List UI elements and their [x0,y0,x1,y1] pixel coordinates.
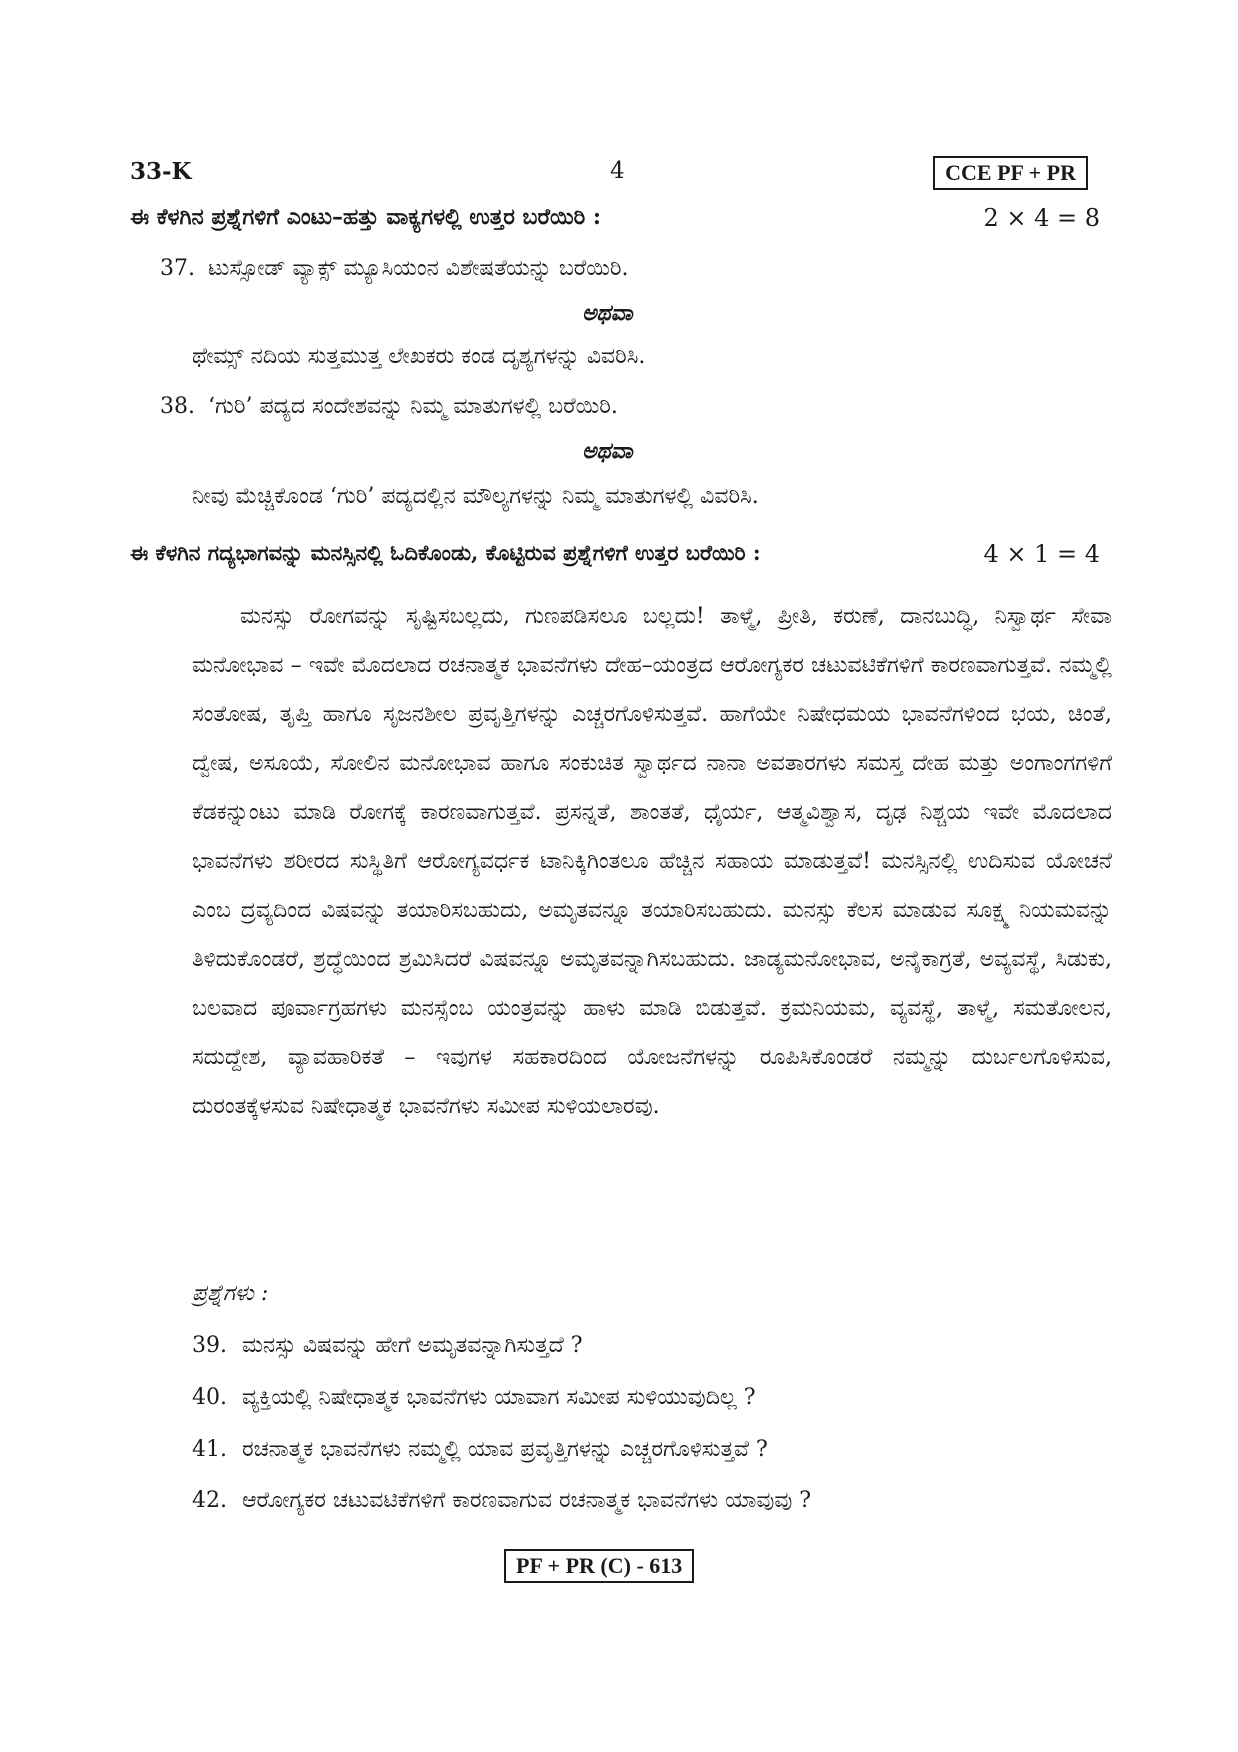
question-number: 42. [192,1488,227,1513]
section1-instruction: ಈ ಕೆಳಗಿನ ಪ್ರಶ್ನೆಗಳಿಗೆ ಎಂಟು–ಹತ್ತು ವಾಕ್ಯಗಳಲ್ಲಿ ಉತ್ತರ ಬರೆಯಿರಿ : [130,204,601,230]
comprehension-passage: ಮನಸ್ಸು ರೋಗವನ್ನು ಸೃಷ್ಟಿಸಬಲ್ಲದು, ಗುಣಪಡಿಸಲೂ ಬಲ್ಲದು! ತಾಳ್ಮೆ, ಪ್ರೀತಿ, ಕರುಣೆ, ದಾನಬುದ್ಧಿ, ನಿಸ್ವಾರ್ಥ ಸೇವಾ ಮನೋಭಾವ – ಇವೇ ಮೊದಲಾದ ರಚನಾತ್ಮಕ ಭಾವನೆಗಳು ದೇಹ–ಯಂತ್ರದ ಆರೋಗ್ಯಕರ ಚಟುವಟಿಕೆಗಳಿಗೆ ಕಾರಣವಾಗುತ್ತವೆ. ನಮ್ಮಲ್ಲಿ ಸಂತೋಷ, ತೃಪ್ತಿ ಹಾಗೂ ಸೃಜನಶೀಲ ಪ್ರವೃತ್ತಿಗಳನ್ನು ಎಚ್ಚರಗೊಳಿಸುತ್ತವೆ. ಹಾಗೆಯೇ ನಿಷೇಧಮಯ ಭಾವನೆಗಳಿಂದ ಭಯ, ಚಿಂತೆ, ದ್ವೇಷ, ಅಸೂಯೆ, ಸೋಲಿನ ಮನೋಭಾವ ಹಾಗೂ ಸಂಕುಚಿತ ಸ್ವಾರ್ಥದ ನಾನಾ ಅವತಾರಗಳು ಸಮಸ್ತ ದೇಹ ಮತ್ತು ಅಂಗಾಂಗಗಳಿಗೆ ಕೆಡಕನ್ನುಂಟು ಮಾಡಿ ರೋಗಕ್ಕೆ ಕಾರಣವಾಗುತ್ತವೆ. ಪ್ರಸನ್ನತೆ, ಶಾಂತತೆ, ಧೈರ್ಯ, ಆತ್ಮವಿಶ್ವಾಸ, ದೃಢ ನಿಶ್ಚಯ ಇವೇ ಮೊದಲಾದ ಭಾವನೆಗಳು ಶರೀರದ ಸುಸ್ಥಿತಿಗೆ ಆರೋಗ್ಯವರ್ಧಕ ಟಾನಿಕ್ಕಿಗಿಂತಲೂ ಹೆಚ್ಚಿನ ಸಹಾಯ ಮಾಡುತ್ತವೆ! ಮನಸ್ಸಿನಲ್ಲಿ ಉದಿಸುವ ಯೋಚನೆ ಎಂಬ ದ್ರವ್ಯದಿಂದ ವಿಷವನ್ನು ತಯಾರಿಸಬಹುದು, ಅಮೃತವನ್ನೂ ತಯಾರಿಸಬಹುದು. ಮನಸ್ಸು ಕೆಲಸ ಮಾಡುವ ಸೂಕ್ಷ್ಮ ನಿಯಮವನ್ನು ತಿಳಿದುಕೊಂಡರೆ, ಶ್ರದ್ಧೆಯಿಂದ ಶ್ರಮಿಸಿದರೆ ವಿಷವನ್ನೂ ಅಮೃತವನ್ನಾಗಿಸಬಹುದು. ಜಾಡ್ಯಮನೋಭಾವ, ಅನೈಕಾಗ್ರತೆ, ಅವ್ಯವಸ್ಥೆ, ಸಿಡುಕು, ಬಲವಾದ ಪೂರ್ವಾಗ್ರಹಗಳು ಮನಸ್ಸೆಂಬ ಯಂತ್ರವನ್ನು ಹಾಳು ಮಾಡಿ ಬಿಡುತ್ತವೆ. ಕ್ರಮನಿಯಮ, ವ್ಯವಸ್ಥೆ, ತಾಳ್ಮೆ, ಸಮತೋಲನ, ಸದುದ್ದೇಶ, ವ್ಯಾವಹಾರಿಕತೆ – ಇವುಗಳ ಸಹಕಾರದಿಂದ ಯೋಜನೆಗಳನ್ನು ರೂಪಿಸಿಕೊಂಡರೆ ನಮ್ಮನ್ನು ದುರ್ಬಲಗೊಳಿಸುವ, ದುರಂತಕ್ಕೆಳಸುವ ನಿಷೇಧಾತ್ಮಕ ಭಾವನೆಗಳು ಸಮೀಪ ಸುಳಿಯಲಾರವು. [192,604,1112,1119]
footer-code: PF + PR (C) - 613 [504,1549,694,1583]
or-label: ಅಥವಾ [582,438,633,464]
question-38 [160,394,618,419]
series-badge: CCE PF + PR [933,156,1088,190]
question-text: ಆರೋಗ್ಯಕರ ಚಟುವಟಿಕೆಗಳಿಗೆ ಕಾರಣವಾಗುವ ರಚನಾತ್ಮಕ ಭಾವನೆಗಳು ಯಾವುವು ? [242,1488,812,1513]
question-text: ‘ಗುರಿ’ ಪದ್ಯದ ಸಂದೇಶವನ್ನು ನಿಮ್ಮ ಮಾತುಗಳಲ್ಲಿ ಬರೆಯಿರಿ. [208,394,618,419]
question-38-alternative: ನೀವು ಮೆಚ್ಚಿಕೊಂಡ ‘ಗುರಿ’ ಪದ್ಯದಲ್ಲಿನ ಮೌಲ್ಯಗಳನ್ನು ನಿಮ್ಮ ಮಾತುಗಳಲ್ಲಿ ವಿವರಿಸಿ. [192,484,759,509]
question-text: ವ್ಯಕ್ತಿಯಲ್ಲಿ ನಿಷೇಧಾತ್ಮಕ ಭಾವನೆಗಳು ಯಾವಾಗ ಸಮೀಪ ಸುಳಿಯುವುದಿಲ್ಲ ? [242,1385,756,1410]
question-number: 41. [192,1437,227,1462]
question-number: 37. [160,256,195,281]
section2-instruction: ಈ ಕೆಳಗಿನ ಗದ್ಯಭಾಗವನ್ನು ಮನಸ್ಸಿನಲ್ಲಿ ಓದಿಕೊಂಡು, ಕೊಟ್ಟಿರುವ ಪ್ರಶ್ನೆಗಳಿಗೆ ಉತ್ತರ ಬರೆಯಿರಿ : [130,540,761,565]
question-number: 40. [192,1385,227,1410]
question-text: ಮನಸ್ಸು ವಿಷವನ್ನು ಹೇಗೆ ಅಮೃತವನ್ನಾಗಿಸುತ್ತದೆ ? [242,1333,583,1358]
question-text: ಟುಸ್ಸೋಡ್ ವ್ಯಾಕ್ಸ್ ಮ್ಯೂಸಿಯಂನ ವಿಶೇಷತೆಯನ್ನು ಬರೆಯಿರಿ. [208,256,629,281]
question-text: ರಚನಾತ್ಮಕ ಭಾವನೆಗಳು ನಮ್ಮಲ್ಲಿ ಯಾವ ಪ್ರವೃತ್ತಿಗಳನ್ನು ಎಚ್ಚರಗೊಳಿಸುತ್ತವೆ ? [242,1437,768,1462]
page-number: 4 [610,158,625,184]
question-40 [192,1385,756,1410]
question-39 [192,1333,583,1358]
question-number: 39. [192,1333,227,1358]
question-number: 38. [160,394,195,419]
question-42 [192,1488,811,1513]
question-37-alternative: ಥೇಮ್ಸ್ ನದಿಯ ಸುತ್ತಮುತ್ತ ಲೇಖಕರು ಕಂಡ ದೃಶ್ಯಗಳನ್ನು ವಿವರಿಸಿ. [192,344,646,369]
section1-marks: 2 × 4 = 8 [983,204,1100,232]
section2-marks: 4 × 1 = 4 [983,540,1100,568]
or-label: ಅಥವಾ [582,300,633,326]
paper-code: 33-K [130,158,192,185]
questions-heading: ಪ್ರಶ್ನೆಗಳು : [192,1281,269,1306]
question-37 [160,256,628,281]
question-41 [192,1437,768,1462]
